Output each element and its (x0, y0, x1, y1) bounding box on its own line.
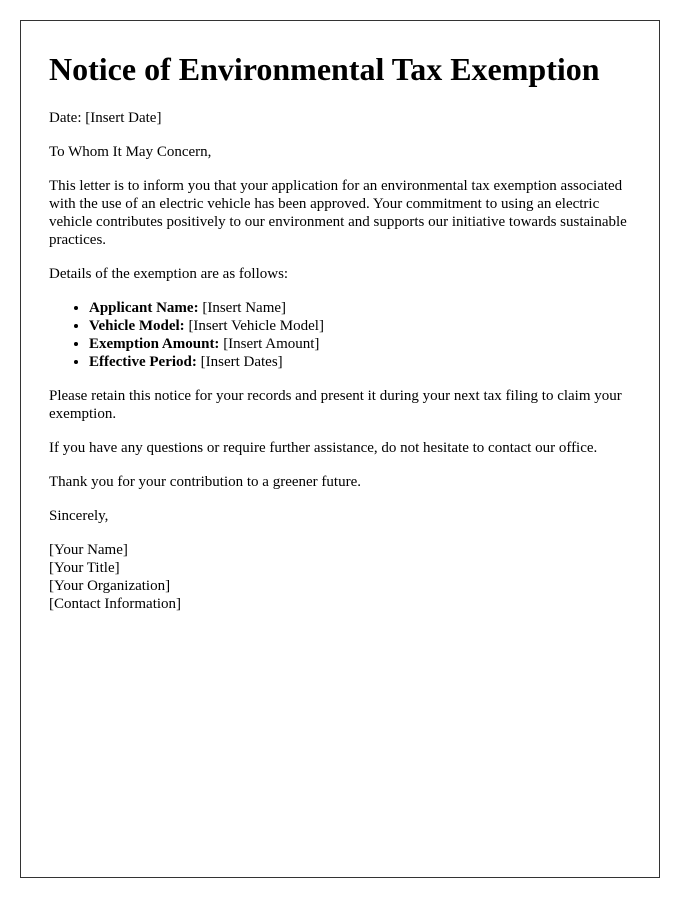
signature-title: [Your Title] (49, 560, 120, 576)
detail-effective-period (89, 353, 631, 371)
detail-exemption-amount (89, 335, 631, 353)
detail-label: Applicant Name: (89, 300, 199, 316)
letter-body-approval: This letter is to inform you that your application for an environmental tax exemption associated with the use of an electric vehicle has been approved. Your commitment to using an electric vehicle contributes positively to our environment and supports our initiative towards sustainable practices. (49, 178, 627, 248)
detail-value: [Insert Amount] (219, 336, 320, 352)
letter-greeting: To Whom It May Concern, (49, 144, 212, 160)
detail-value: [Insert Vehicle Model] (184, 318, 324, 334)
detail-value: [Insert Dates] (196, 354, 283, 370)
detail-value: [Insert Name] (198, 300, 287, 316)
detail-label: Effective Period: (89, 354, 197, 370)
signature-contact: [Contact Information] (49, 596, 182, 612)
letter-page (20, 20, 660, 878)
letter-title: Notice of Environmental Tax Exemption (49, 51, 600, 87)
signature-block (49, 541, 631, 613)
detail-vehicle-model (89, 317, 631, 335)
detail-applicant-name (89, 299, 631, 317)
exemption-details-list (49, 299, 631, 371)
letter-body-questions: If you have any questions or require further assistance, do not hesitate to contact our office. (49, 440, 598, 456)
letter-thanks: Thank you for your contribution to a greener future. (49, 474, 361, 490)
detail-label: Vehicle Model: (89, 318, 185, 334)
detail-label: Exemption Amount: (89, 336, 220, 352)
letter-body-retain: Please retain this notice for your records and present it during your next tax filing to claim your exemption. (49, 388, 622, 422)
details-intro: Details of the exemption are as follows: (49, 266, 289, 282)
letter-closing: Sincerely, (49, 508, 109, 524)
letter-date: Date: [Insert Date] (49, 110, 162, 126)
signature-organization: [Your Organization] (49, 578, 171, 594)
signature-name: [Your Name] (49, 542, 128, 558)
